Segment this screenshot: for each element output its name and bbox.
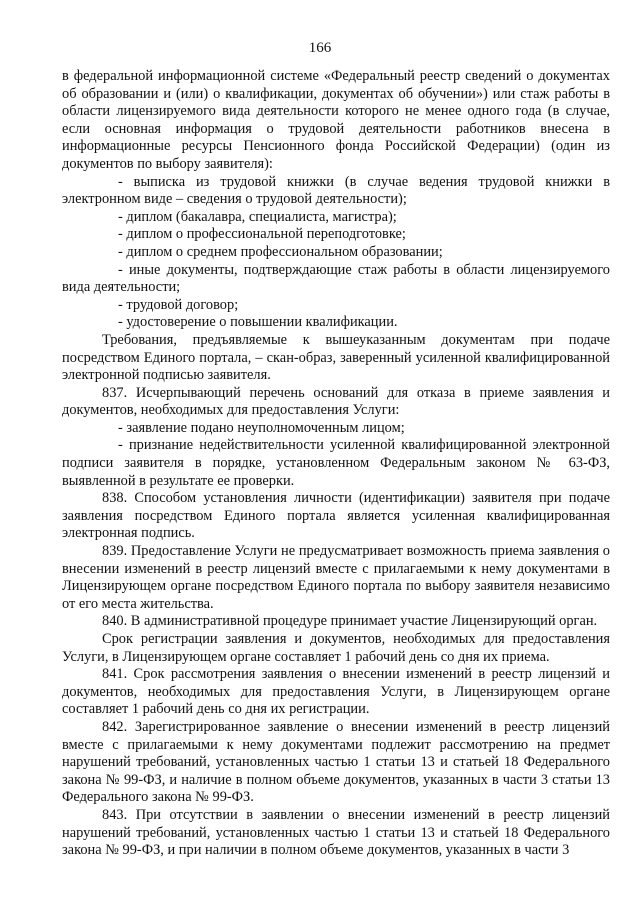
paragraph-841: 841. Срок рассмотрения заявления о внесении изменений в реестр лицензий и документов, необходимых для предоставления Услуги, в Лицензирующем органе составляет 1 рабочий день со дня их регистрации. [62, 666, 610, 718]
list-item-diploma-retraining: - диплом о профессиональной переподготовке; [118, 226, 406, 243]
list-item-employment-contract: - трудовой договор; [118, 296, 239, 313]
paragraph-842: 842. Зарегистрированное заявление о внесении изменений в реестр лицензий вместе с прилагаемыми к нему документами подлежит рассмотрению на предмет нарушений требований, установленных частью 1 статьи 13 и статьей 18 Федерального закона № 99-ФЗ, и наличие в полном объеме документов, указанных в части 3 статьи 13 Федерального закона № 99-ФЗ. [62, 718, 610, 806]
list-item-unauthorized-person: - заявление подано неуполномоченным лицом; [118, 419, 405, 436]
paragraph-837: 837. Исчерпывающий перечень оснований для отказа в приеме заявления и документов, необходимых для предоставления Услуги: [62, 384, 610, 419]
page-number: 166 [308, 40, 332, 56]
list-item-diploma-bachelor: - диплом (бакалавра, специалиста, магистра); [118, 208, 397, 225]
paragraph-838: 838. Способом установления личности (идентификации) заявителя при подаче заявления посредством Единого портала является усиленная квалифицированная электронная подпись. [62, 490, 610, 542]
list-item-diploma-secondary: - диплом о среднем профессиональном образовании; [118, 243, 443, 260]
paragraph-continuation: в федеральной информационной системе «Федеральный реестр сведений о документах об образовании и (или) о квалификации, документах об обучении») или стаж работы в области лицензируемого вида деятельности которого не менее одного года (в случае, если основная информация о трудовой деятельности работников внесена в информационные ресурсы Пенсионного фонда Российской Федерации) (один из документов по выбору заявителя): [62, 68, 610, 172]
page-body [62, 68, 610, 860]
paragraph-document-requirements: Требования, предъявляемые к вышеуказанным документам при подаче посредством Единого портала, – скан-образ, заверенный усиленной квалифицированной электронной подписью заявителя. [62, 331, 610, 384]
paragraph-843: 843. При отсутствии в заявлении о внесении изменений в реестр лицензий нарушений требований, установленных частью 1 статьи 13 и статьей 18 Федерального закона № 99-ФЗ, и при наличии в полном объеме документов, указанных в части 3 [62, 806, 610, 859]
paragraph-registration-term: Срок регистрации заявления и документов, необходимых для предоставления Услуги, в Лицензирующем органе составляет 1 рабочий день со дня их приема. [62, 631, 610, 665]
list-item-qualification-certificate: - удостоверение о повышении квалификации. [118, 314, 398, 331]
list-item-employment-record-extract: - выписка из трудовой книжки (в случае ведения трудовой книжки в электронном виде – сведения о трудовой деятельности); [62, 173, 610, 208]
list-item-invalid-signature: - признание недействительности усиленной квалифицированной электронной подписи заявителя в порядке, установленном Федеральным законом № 63-ФЗ, выявленной в результате ее проверки. [62, 437, 610, 489]
paragraph-839: 839. Предоставление Услуги не предусматривает возможность приема заявления о внесении изменений в реестр лицензий вместе с прилагаемыми к нему документами в Лицензирующем органе посредством Единого портала по выбору заявителя независимо от его места жительства. [62, 543, 610, 612]
paragraph-840: 840. В административной процедуре принимает участие Лицензирующий орган. [102, 613, 598, 630]
list-item-other-documents: - иные документы, подтверждающие стаж работы в области лицензируемого вида деятельности; [62, 261, 610, 296]
